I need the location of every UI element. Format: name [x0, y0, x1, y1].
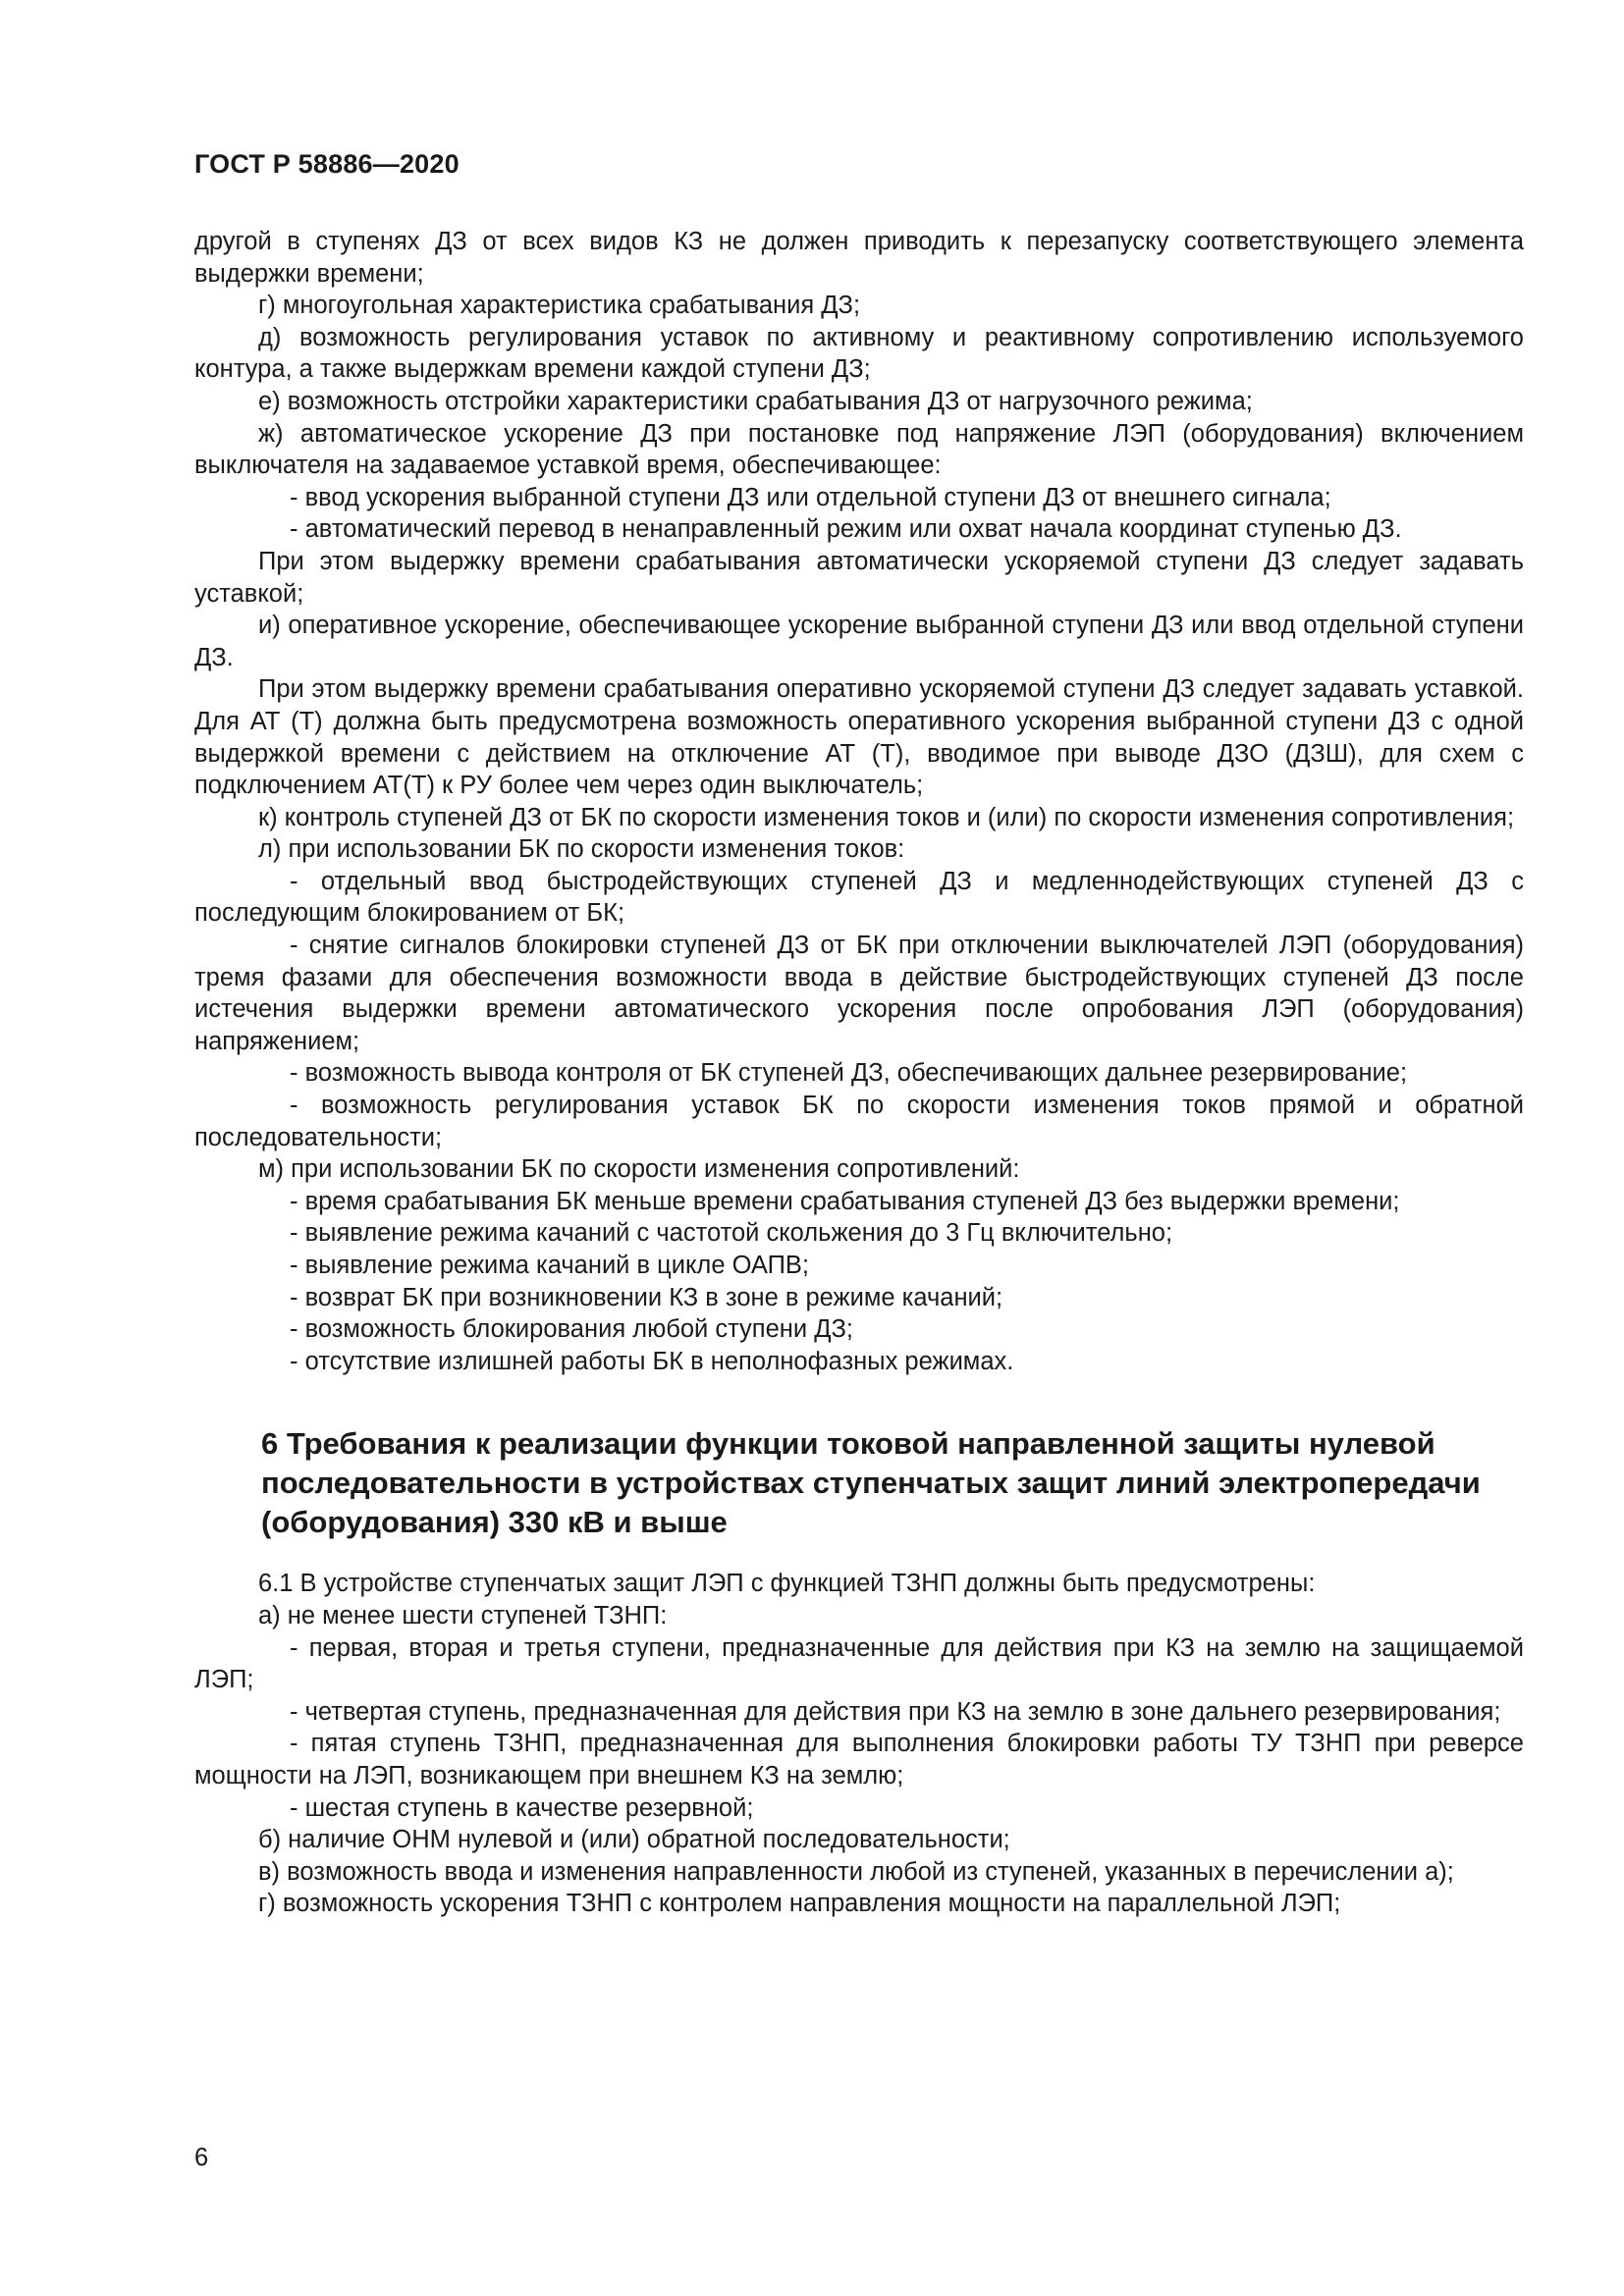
paragraph: - возможность вывода контроля от БК ступеней ДЗ, обеспечивающих дальнее резервирование; — [290, 1059, 1408, 1088]
page-number: 6 — [194, 2144, 209, 2171]
paragraph: л) при использовании БК по скорости изменения токов: — [258, 835, 905, 864]
paragraph: 6.1 В устройстве ступенчатых защит ЛЭП с функцией ТЗНП должны быть предусмотрены: — [258, 1570, 1316, 1598]
paragraph: При этом выдержку времени срабатывания автоматически ускоряемой ступени ДЗ следует задавать уставкой; — [194, 547, 1524, 608]
paragraph: - снятие сигналов блокировки ступеней ДЗ от БК при отключении выключателей ЛЭП (оборудования) тремя фазами для обеспечения возможности ввода в действие быстродействующих ступеней ДЗ после истечения выдержки времени автоматического ускорения после опробования ЛЭП (оборудования) напряжением; — [194, 932, 1524, 1055]
paragraph: - четвертая ступень, предназначенная для действия при КЗ на землю в зоне дальнего резервирования; — [290, 1697, 1501, 1726]
paragraph: е) возможность отстройки характеристики срабатывания ДЗ от нагрузочного режима; — [258, 387, 1253, 415]
paragraph: - возврат БК при возникновении КЗ в зоне в режиме качаний; — [290, 1283, 1003, 1311]
paragraph: ж) автоматическое ускорение ДЗ при постановке под напряжение ЛЭП (оборудования) включением выключателя на задаваемое уставкой время, обеспечивающее: — [194, 419, 1524, 480]
paragraph: - пятая ступень ТЗНП, предназначенная для выполнения блокировки работы ТУ ТЗНП при реверсе мощности на ЛЭП, возникающем при внешнем КЗ на землю; — [194, 1730, 1524, 1789]
paragraph: - выявление режима качаний с частотой скольжения до 3 Гц включительно; — [290, 1219, 1173, 1248]
paragraph: - автоматический перевод в ненаправленный режим или охват начала координат ступенью ДЗ. — [290, 515, 1402, 544]
paragraph: г) возможность ускорения ТЗНП с контролем направления мощности на параллельной ЛЭП; — [258, 1890, 1341, 1918]
paragraph: другой в ступенях ДЗ от всех видов КЗ не должен приводить к перезапуску соответствующего элемента выдержки времени; — [194, 228, 1524, 288]
paragraph-list — [194, 226, 1524, 1377]
paragraph: - ввод ускорения выбранной ступени ДЗ или отдельной ступени ДЗ от внешнего сигнала; — [290, 483, 1331, 511]
document-header: ГОСТ Р 58886—2020 — [194, 149, 460, 179]
paragraph: м) при использовании БК по скорости изменения сопротивлений: — [258, 1155, 1020, 1184]
paragraph: к) контроль ступеней ДЗ от БК по скорости изменения токов и (или) по скорости изменения сопротивления; — [258, 803, 1515, 831]
paragraph: При этом выдержку времени срабатывания оперативно ускоряемой ступени ДЗ следует задавать уставкой. Для АТ (Т) должна быть предусмотрена возможность оперативного ускорения выбранной ступени ДЗ с одной выдержкой времени с действием на отключение АТ (Т), вводимое при выводе ДЗО (ДЗШ), для схем с подключением АТ(Т) к РУ более чем через один выключатель; — [194, 675, 1524, 800]
paragraph: - возможность регулирования уставок БК по скорости изменения токов прямой и обратной последовательности; — [194, 1092, 1524, 1151]
paragraph: и) оперативное ускорение, обеспечивающее ускорение выбранной ступени ДЗ или ввод отдельной ступени ДЗ. — [194, 612, 1524, 671]
paragraph: - возможность блокирования любой ступени ДЗ; — [290, 1315, 853, 1344]
paragraph: б) наличие ОНМ нулевой и (или) обратной последовательности; — [258, 1826, 1010, 1854]
paragraph: г) многоугольная характеристика срабатывания ДЗ; — [258, 292, 861, 320]
paragraph: а) не менее шести ступеней ТЗНП: — [258, 1601, 668, 1629]
section-heading: 6 Требования к реализации функции токовой направленной защиты нулевой последовательности в устройствах ступенчатых защит линий электропередачи (оборудования) 330 кВ и выше — [261, 1426, 1481, 1540]
paragraph: - шестая ступень в качестве резервной; — [290, 1793, 754, 1822]
paragraph: - выявление режима качаний в цикле ОАПВ; — [290, 1252, 810, 1279]
paragraph: - отсутствие излишней работы БК в неполнофазных режимах. — [290, 1347, 1014, 1375]
paragraph: в) возможность ввода и изменения направленности любой из ступеней, указанных в перечислении а); — [258, 1857, 1454, 1886]
paragraph: - время срабатывания БК меньше времени срабатывания ступеней ДЗ без выдержки времени; — [290, 1187, 1400, 1215]
paragraph: - отдельный ввод быстродействующих ступеней ДЗ и медленнодействующих ступеней ДЗ с последующим блокированием от БК; — [194, 867, 1524, 928]
paragraph: д) возможность регулирования уставок по активному и реактивному сопротивлению используемого контура, а также выдержкам времени каждой ступени ДЗ; — [194, 323, 1524, 384]
section-paragraph-list — [194, 1568, 1524, 1920]
document-body — [194, 226, 1524, 1920]
paragraph: - первая, вторая и третья ступени, предназначенные для действия при КЗ на землю на защищаемой ЛЭП; — [194, 1633, 1524, 1694]
